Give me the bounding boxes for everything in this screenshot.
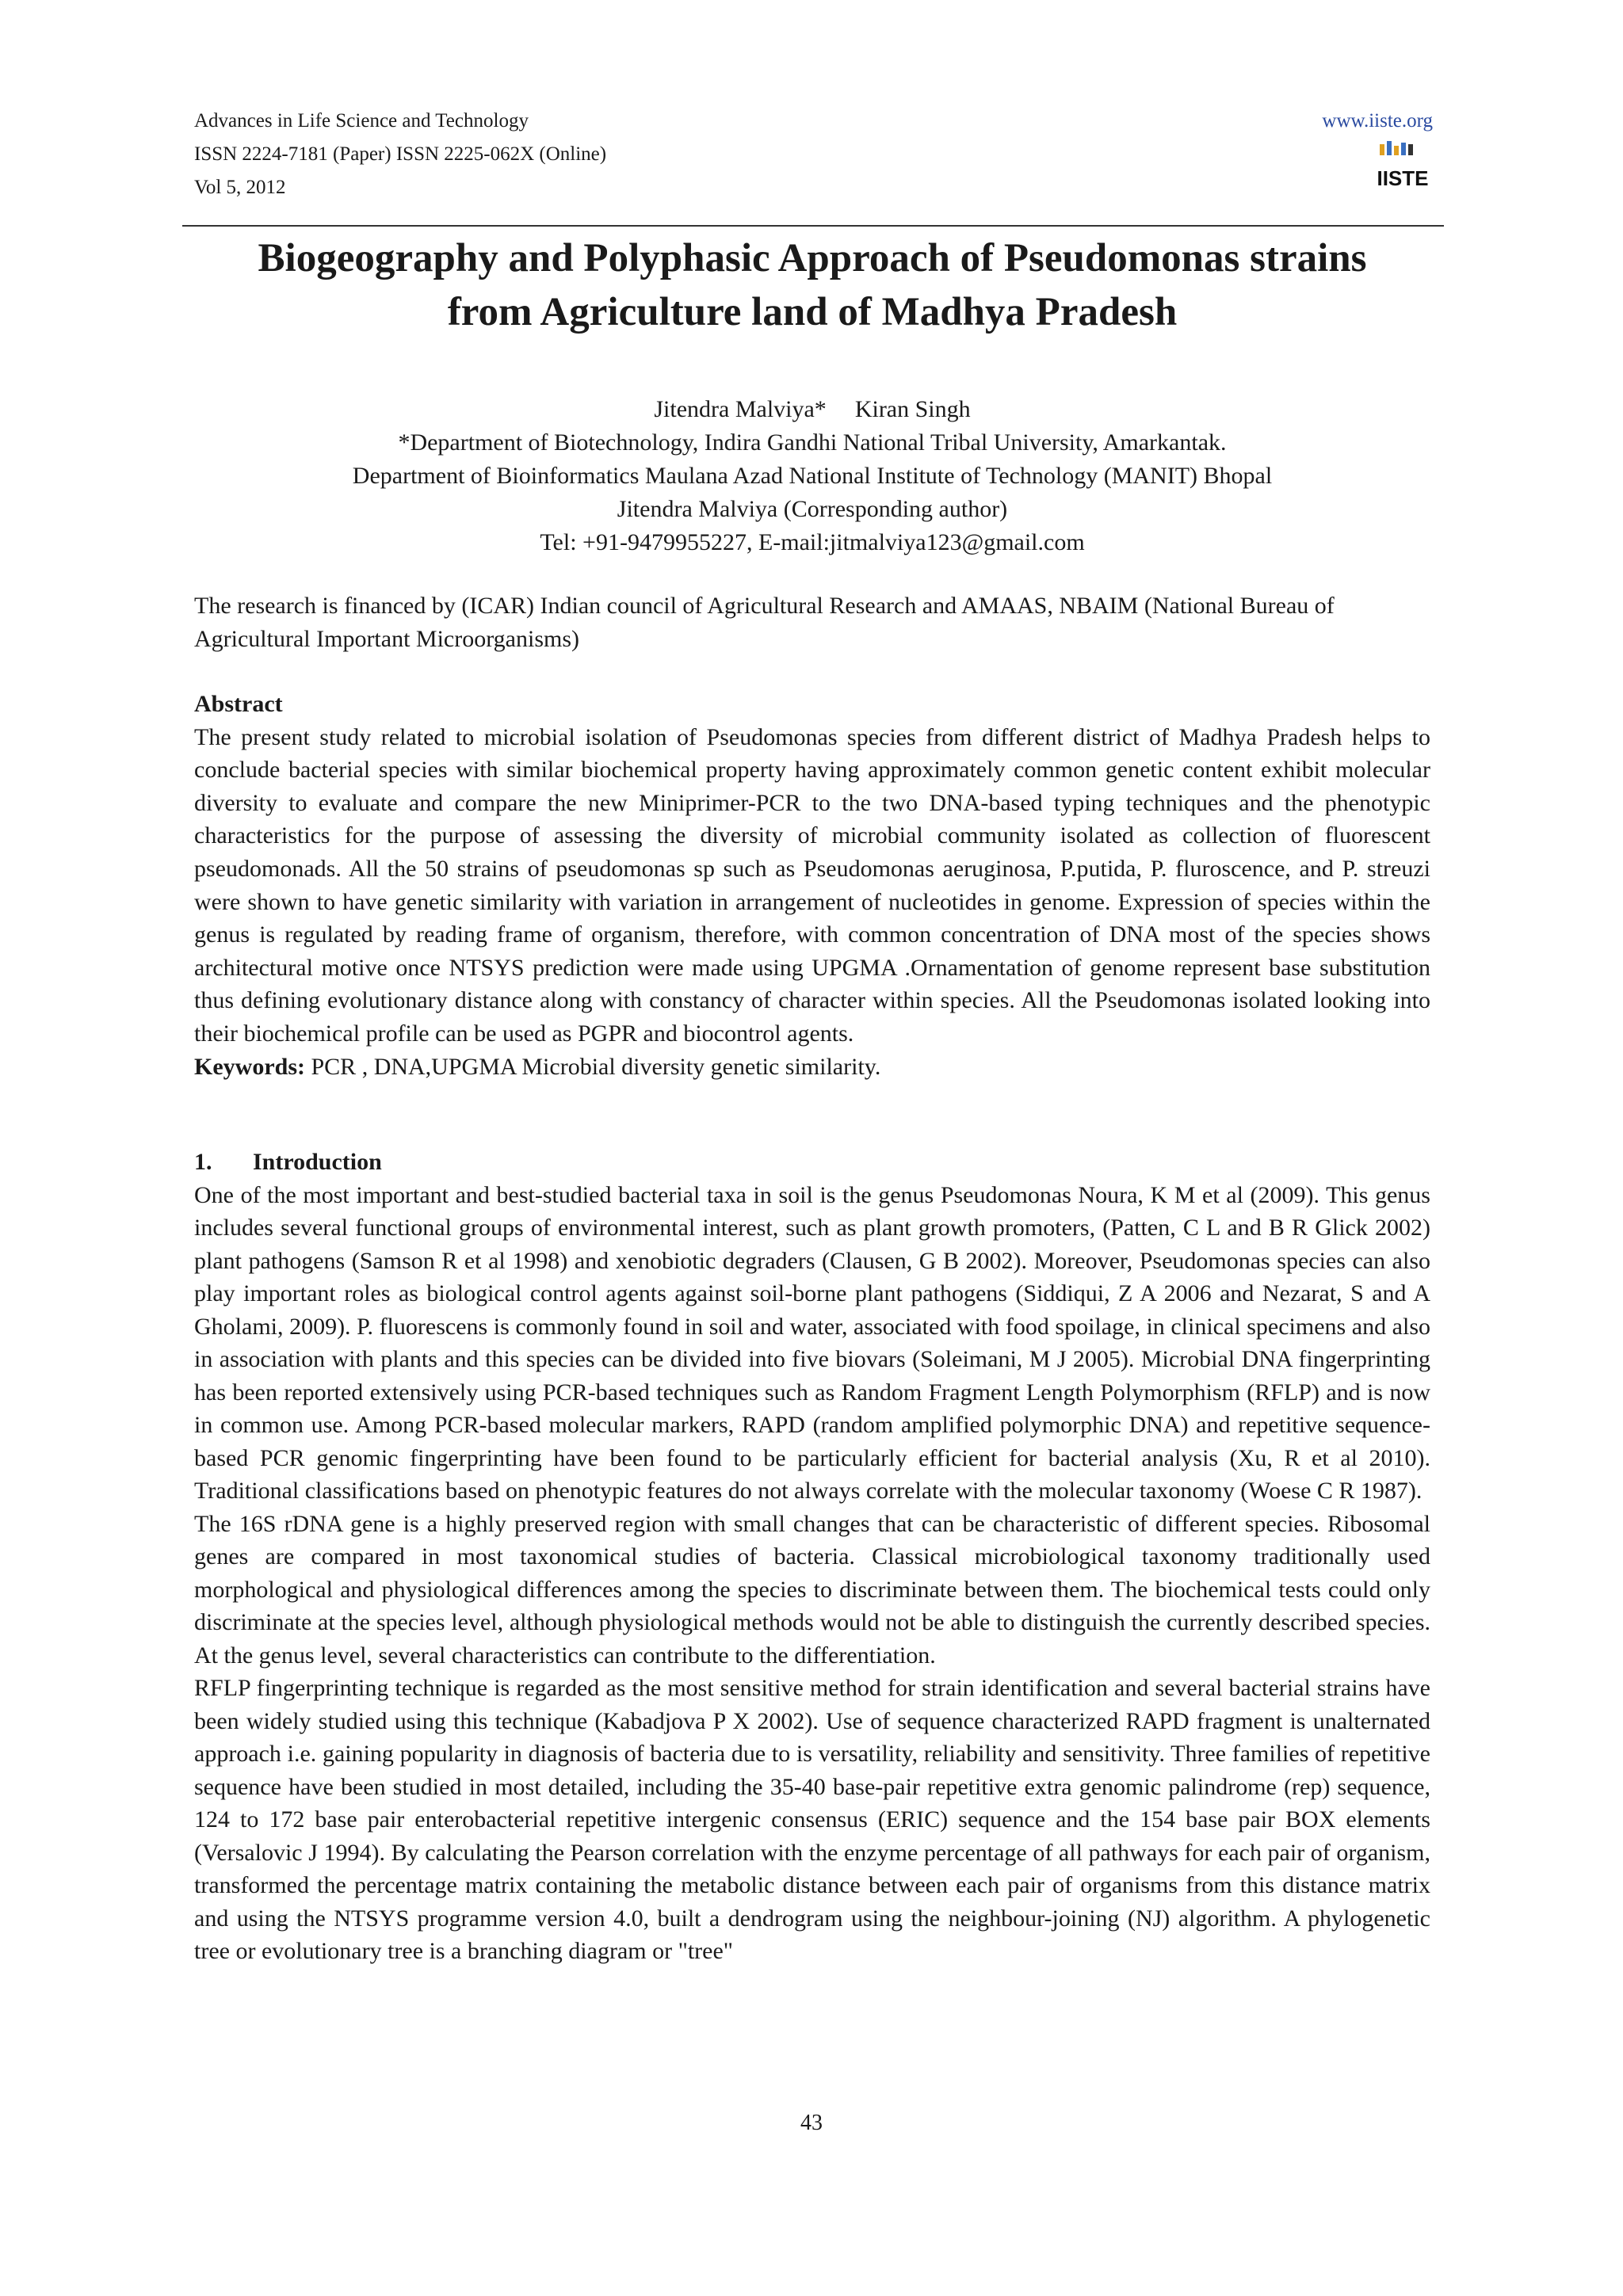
keywords-line — [194, 1051, 1430, 1084]
title-line-1: Biogeography and Polyphasic Approach of Pseudomonas strains — [258, 236, 1367, 280]
header-divider — [182, 225, 1444, 227]
introduction-heading — [194, 1146, 1430, 1179]
introduction-section — [194, 1146, 1430, 1968]
intro-paragraph-2: The 16S rDNA gene is a highly preserved region with small changes that can be characteristic of different species. Ribosomal genes are compared in most taxonomical studies of bacteria. Classical microbiological taxonomy traditionally used morphological and physiological differences among the species to discriminate between them. The biochemical tests could only discriminate at the species level, although physiological methods would not be able to distinguish the currently described species. At the genus level, several characteristics can contribute to the differentiation. — [194, 1510, 1430, 1669]
corresponding-author: Jitendra Malviya (Corresponding author) — [617, 496, 1008, 522]
logo-bars — [1380, 141, 1413, 155]
keywords-text: PCR , DNA,UPGMA Microbial diversity genetic similarity. — [304, 1053, 881, 1080]
journal-info — [194, 105, 606, 204]
author-2: Kiran Singh — [854, 396, 971, 422]
intro-paragraph-1: One of the most important and best-studied bacterial taxa in soil is the genus Pseudomonas Noura, K M et al (2009). This genus includes several functional groups of environmental interest, such as plant growth promoters, (Patten, C L and B R Glick 2002) plant pathogens (Samson R et al 1998) and xenobiotic degraders (Clausen, G B 2002). Moreover, Pseudomonas species can also play important roles as biological control agents against soil-borne plant pathogens (Siddiqui, Z A 2006 and Nezarat, S and A Gholami, 2009). P. fluorescens is commonly found in soil and water, associated with food spoilage, in clinical specimens and also in association with plants and this species can be divided into five biovars (Soleimani, M J 2005). Microbial DNA fingerprinting has been reported extensively using PCR-based techniques such as Random Fragment Length Polymorphism (RFLP) and is now in common use. Among PCR-based molecular markers, RAPD (random amplified polymorphic DNA) and repetitive sequence-based PCR genomic fingerprinting have been found to be particularly efficient for bacterial analysis (Xu, R et al 2010). Traditional classifications based on phenotypic features do not always correlate with the molecular taxonomy (Woese C R 1987). — [194, 1181, 1430, 1504]
keywords-label: Keywords: — [194, 1053, 305, 1080]
journal-name: Advances in Life Science and Technology — [194, 110, 529, 132]
page-number: 43 — [800, 2111, 823, 2135]
iiste-logo-icon — [1375, 139, 1430, 195]
author-names — [194, 393, 1430, 426]
section-title: Introduction — [253, 1149, 382, 1175]
paper-title — [194, 231, 1430, 339]
abstract-body: The present study related to microbial isolation of Pseudomonas species from different district of Madhya Pradesh helps to conclude bacterial species with similar biochemical property having approximately common genetic content exhibit molecular diversity to evaluate and compare the new Miniprimer-PCR to the two DNA-based typing techniques and the phenotypic characteristics for the purpose of assessing the diversity of microbial community isolated as collection of fluorescent pseudomonads. All the 50 strains of pseudomonas sp such as Pseudomonas aeruginosa, P.putida, P. fluroscence, and P. streuzi were shown to have genetic similarity with variation in arrangement of nucleotides in genome. Expression of species within the genus is regulated by reading frame of organism, therefore, with common concentration of DNA most of the species shows architectural motive once NTSYS prediction were made using UPGMA .Ornamentation of genome represent base substitution thus defining evolutionary distance along with constancy of character within species. All the Pseudomonas isolated looking into their biochemical profile can be used as PGPR and biocontrol agents. — [194, 723, 1430, 1047]
affiliation-2: Department of Bioinformatics Maulana Azad National Institute of Technology (MANIT) Bhopal — [352, 463, 1273, 489]
journal-volume: Vol 5, 2012 — [194, 177, 286, 198]
abstract-heading: Abstract — [194, 691, 283, 717]
affiliation-1: *Department of Biotechnology, Indira Gandhi National Tribal University, Amarkantak. — [398, 429, 1227, 456]
section-number: 1. — [194, 1149, 212, 1175]
funding-statement: The research is financed by (ICAR) Indian council of Agricultural Research and AMAAS, NBAIM (National Bureau of Agricultural Important Microorganisms) — [194, 593, 1335, 652]
intro-paragraph-3: RFLP fingerprinting technique is regarded as the most sensitive method for strain identification and several bacterial strains have been widely studied using this technique (Kabadjova P X 2002). Use of sequence characterized RAPD fragment is unalternated approach i.e. gaining popularity in diagnosis of bacteria due to is versatility, reliability and sensitivity. Three families of repetitive sequence have been studied in most detailed, including the 35-40 base-pair repetitive extra genomic palindrome (rep) sequence, 124 to 172 base pair enterobacterial repetitive intergenic consensus (ERIC) sequence and the 154 base pair BOX elements (Versalovic J 1994). By calculating the Pearson correlation with the enzyme percentage of all pathways for each pair of organism, transformed the percentage matrix containing the metabolic distance between each pair of organisms from this distance matrix and using the NTSYS programme version 4.0, built a dendrogram using the neighbour-joining (NJ) algorithm. A phylogenetic tree or evolutionary tree is a branching diagram or "tree" — [194, 1675, 1430, 1964]
abstract-section — [194, 688, 1430, 1083]
title-line-2: from Agriculture land of Madhya Pradesh — [447, 290, 1178, 334]
logo-text: IISTE — [1377, 166, 1429, 190]
author-1: Jitendra Malviya* — [654, 396, 827, 422]
author-block — [194, 393, 1430, 559]
journal-website[interactable]: www.iiste.org — [1322, 110, 1433, 132]
journal-issn: ISSN 2224-7181 (Paper) ISSN 2225-062X (Online) — [194, 143, 607, 165]
contact-info: Tel: +91-9479955227, E-mail:jitmalviya123@gmail.com — [540, 529, 1085, 555]
